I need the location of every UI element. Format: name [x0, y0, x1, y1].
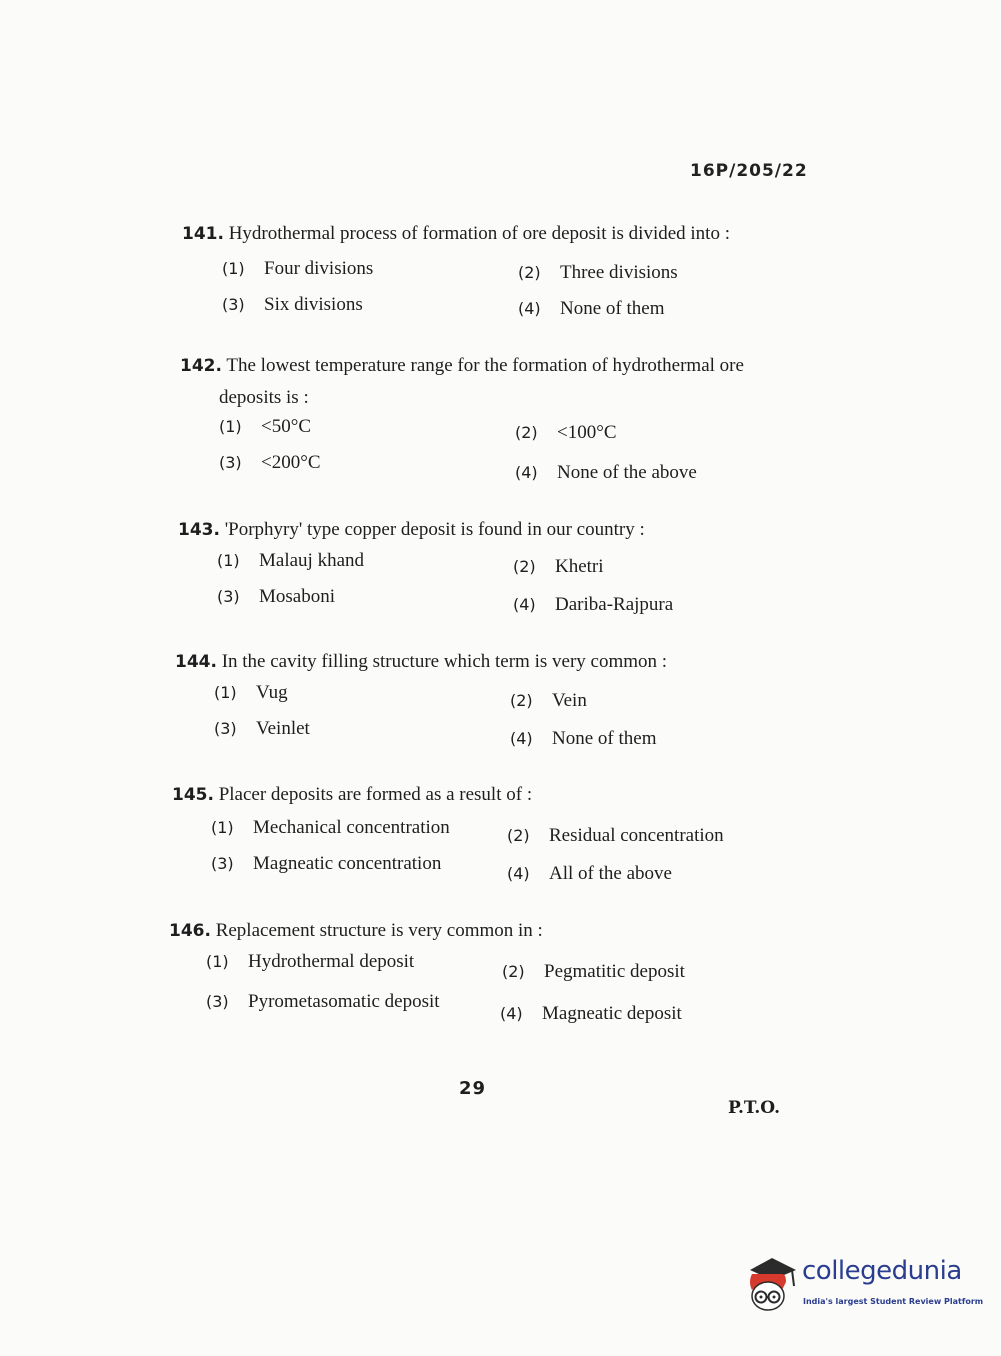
- option-3: (3) <200°C: [219, 452, 321, 473]
- options: [172, 817, 812, 893]
- logo-wordmark: collegedunia: [802, 1256, 962, 1286]
- pto-label: P.T.O.: [728, 1098, 780, 1118]
- option-4: (4) None of them: [510, 728, 657, 749]
- option-1: (1) Hydrothermal deposit: [206, 951, 415, 972]
- option-1: (1) Malauj khand: [217, 550, 365, 571]
- question-number: 143.: [178, 520, 220, 540]
- option-3: (3) Pyrometasomatic deposit: [206, 991, 440, 1012]
- question-text: Replacement structure is very common in :: [215, 920, 543, 941]
- question-144: [175, 646, 815, 760]
- option-4: (4) Magneatic deposit: [500, 1003, 682, 1024]
- option-2: (2) <100°C: [515, 422, 617, 443]
- mascot-icon: [742, 1252, 800, 1312]
- option-3: (3) Mosaboni: [217, 586, 335, 607]
- question-146: [169, 915, 809, 1029]
- options: [182, 256, 822, 332]
- options: [180, 416, 840, 496]
- option-2: (2) Vein: [510, 690, 587, 711]
- option-4: (4) None of them: [518, 298, 665, 319]
- collegedunia-logo: [742, 1248, 984, 1318]
- page-number: 29: [459, 1078, 487, 1099]
- option-4: (4) Dariba-Rajpura: [513, 594, 674, 615]
- logo-tagline: India's largest Student Review Platform: [803, 1297, 984, 1306]
- question-text: 'Porphyry' type copper deposit is found in our country :: [224, 519, 645, 540]
- question-141: [182, 218, 822, 332]
- option-3: (3) Six divisions: [222, 294, 363, 315]
- option-2: (2) Khetri: [513, 556, 604, 577]
- question-142: [180, 350, 840, 496]
- options: [178, 552, 818, 628]
- option-1: (1) <50°C: [219, 416, 311, 437]
- option-2: (2) Pegmatitic deposit: [502, 961, 685, 982]
- question-number: 145.: [172, 785, 214, 805]
- options: [169, 953, 809, 1029]
- option-1: (1) Vug: [214, 682, 288, 703]
- question-143: [178, 514, 818, 628]
- page-code: 16P/205/22: [690, 161, 808, 181]
- question-text: In the cavity filling structure which term is very common :: [221, 651, 668, 672]
- options: [175, 684, 815, 760]
- question-number: 142.: [180, 356, 222, 376]
- option-4: (4) All of the above: [507, 863, 672, 884]
- option-3: (3) Veinlet: [214, 718, 310, 739]
- question-number: 146.: [169, 921, 211, 941]
- question-text: The lowest temperature range for the formation of hydrothermal ore: [226, 355, 744, 376]
- question-145: [172, 779, 812, 893]
- option-4: (4) None of the above: [515, 462, 697, 483]
- question-text: Placer deposits are formed as a result of :: [218, 784, 533, 805]
- option-2: (2) Residual concentration: [507, 825, 724, 846]
- question-text-continuation: deposits is :: [219, 387, 309, 408]
- option-1: (1) Four divisions: [222, 258, 374, 279]
- option-1: (1) Mechanical concentration: [211, 817, 450, 838]
- option-2: (2) Three divisions: [518, 262, 678, 283]
- option-3: (3) Magneatic concentration: [211, 853, 442, 874]
- question-number: 144.: [175, 652, 217, 672]
- question-number: 141.: [182, 224, 224, 244]
- question-text: Hydrothermal process of formation of ore deposit is divided into :: [228, 223, 730, 244]
